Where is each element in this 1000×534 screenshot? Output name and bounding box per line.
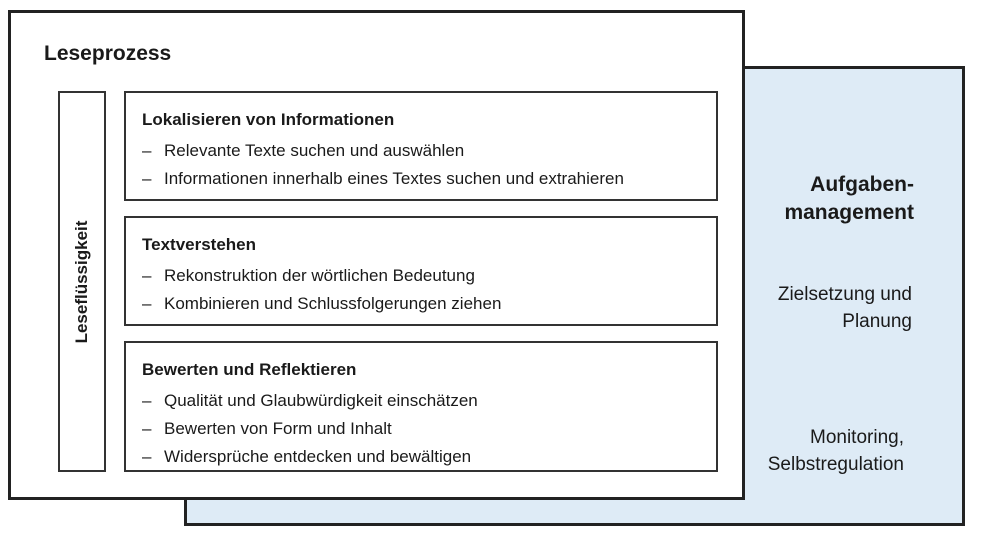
list-item bbox=[142, 165, 716, 193]
list-item-text: Kombinieren und Schlussfolgerungen ziehen bbox=[164, 294, 502, 313]
dash-bullet: – bbox=[142, 141, 152, 160]
list-item-text: Rekonstruktion der wörtlichen Bedeutung bbox=[164, 266, 475, 285]
list-item bbox=[142, 387, 716, 415]
goal-setting-line2: Planung bbox=[842, 311, 912, 332]
box-title: Textverstehen bbox=[142, 235, 257, 254]
list-item bbox=[142, 262, 716, 290]
box-title: Lokalisieren von Informationen bbox=[142, 110, 395, 129]
box-title: Bewerten und Reflektieren bbox=[142, 360, 357, 379]
task-management-title-line2: management bbox=[784, 201, 914, 224]
list-item-text: Bewerten von Form und Inhalt bbox=[164, 419, 392, 438]
reading-process-title: Leseprozess bbox=[44, 42, 172, 65]
list-item-text: Relevante Texte suchen und auswählen bbox=[164, 141, 465, 160]
goal-setting-line1: Zielsetzung und bbox=[777, 284, 912, 305]
dash-bullet: – bbox=[142, 419, 152, 438]
text-comprehension-box bbox=[124, 216, 718, 326]
reading-fluency-label: Leseflüssigkeit bbox=[72, 220, 91, 343]
dash-bullet: – bbox=[142, 266, 152, 285]
monitoring-line1: Monitoring, bbox=[810, 427, 904, 448]
dash-bullet: – bbox=[142, 294, 152, 313]
dash-bullet: – bbox=[142, 447, 152, 466]
list-item bbox=[142, 290, 716, 318]
dash-bullet: – bbox=[142, 169, 152, 188]
list-item bbox=[142, 415, 716, 443]
locating-information-box bbox=[124, 91, 718, 201]
list-item bbox=[142, 443, 716, 471]
evaluating-reflecting-box bbox=[124, 341, 718, 472]
dash-bullet: – bbox=[142, 391, 152, 410]
reading-process-panel bbox=[8, 10, 745, 500]
task-management-title-line1: Aufgaben- bbox=[810, 173, 914, 196]
list-item bbox=[142, 137, 716, 165]
reading-fluency-box bbox=[58, 91, 106, 472]
list-item-text: Widersprüche entdecken und bewältigen bbox=[164, 447, 472, 466]
list-item-text: Informationen innerhalb eines Textes suchen und extrahieren bbox=[164, 169, 624, 188]
monitoring-line2: Selbstregulation bbox=[767, 454, 904, 475]
list-item-text: Qualität und Glaubwürdigkeit einschätzen bbox=[164, 391, 478, 410]
